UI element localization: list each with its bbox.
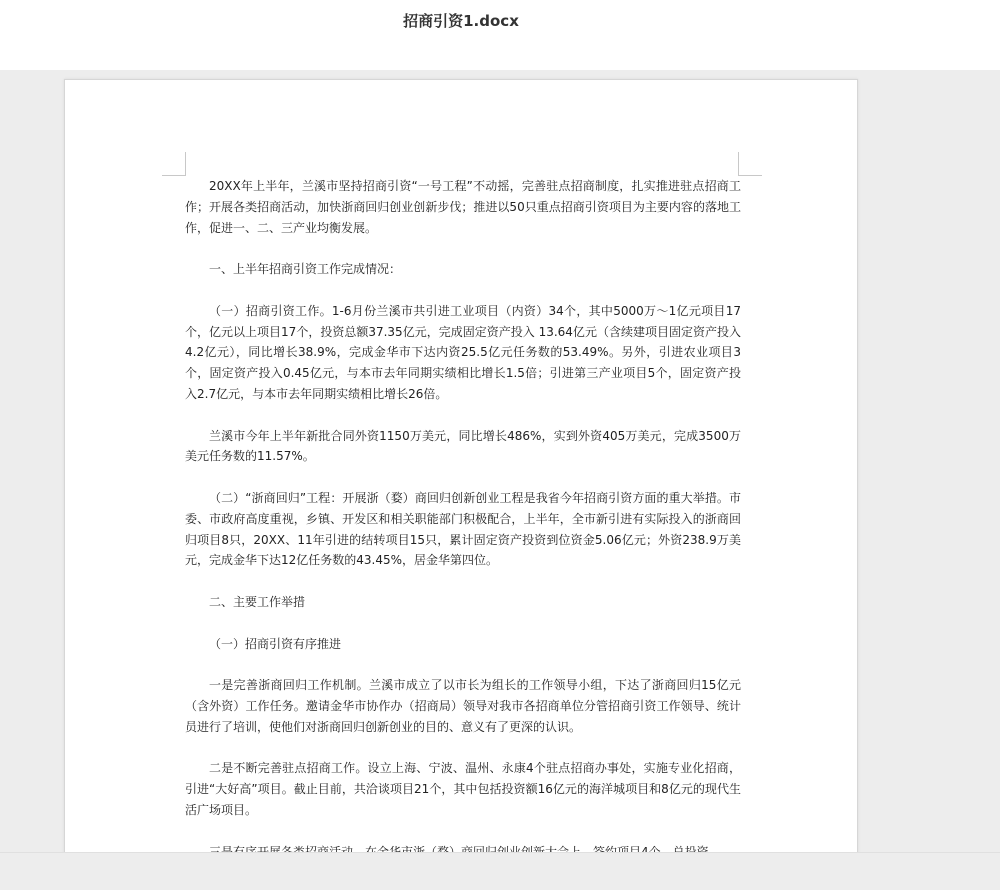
document-page[interactable] xyxy=(64,79,858,879)
heading-section-1: 一、上半年招商引资工作完成情况： xyxy=(209,262,402,277)
paragraph-intro: 20XX年上半年，兰溪市坚持招商引资“一号工程”不动摇，完善驻点招商制度，扎实推进驻点招商工作；开展各类招商活动，加快浙商回归创业创新步伐；推进以50只重点招商引资项目为主要内容的落地工作，促进一、二、三产业均衡发展。 xyxy=(185,179,741,235)
margin-mark-top-right xyxy=(738,152,762,176)
subheading-orderly-progress: （一）招商引资有序推进 xyxy=(209,636,342,651)
paragraph-field-offices: 二是不断完善驻点招商工作。设立上海、宁波、温州、永康4个驻点招商办事处，实施专业化招商，引进“大好高”项目。截止目前，共洽谈项目21个，其中包括投资额16亿元的海洋城项目和8亿元的现代生活广场项目。 xyxy=(185,761,741,817)
paragraph-mechanism: 一是完善浙商回归工作机制。兰溪市成立了以市长为组长的工作领导小组，下达了浙商回归15亿元（含外资）工作任务。邀请金华市协作办（招商局）领导对我市各招商单位分管招商引资工作领导、统计员进行了培训，使他们对浙商回归创新创业的目的、意义有了更深的认识。 xyxy=(185,678,741,734)
bottom-bar xyxy=(0,852,1000,890)
paragraph-investment-work: （一）招商引资工作。1-6月份兰溪市共引进工业项目（内资）34个，其中5000万～1亿元项目17个，亿元以上项目17个，投资总额37.35亿元，完成固定资产投入 13.64亿元（含续建项目固定资产投入4.2亿元），同比增长38.9%，完成金华市下达内资25.5亿元任务数的53.49%。另外，引进农业项目3个，固定资产投入0.45亿元，与本市去年同期实绩相比增长1.5倍；引进第三产业项目5个，固定资产投入2.7亿元，与本市去年同期实绩相比增长26倍。 xyxy=(185,303,741,401)
paragraph-foreign-investment: 兰溪市今年上半年新批合同外资1150万美元，同比增长486%，实到外资405万美元，完成3500万美元任务数的11.57%。 xyxy=(185,428,741,464)
document-title: 招商引资1.docx xyxy=(403,12,519,30)
document-body[interactable] xyxy=(185,176,741,879)
margin-mark-top-left xyxy=(162,152,186,176)
heading-section-2: 二、主要工作举措 xyxy=(209,594,306,609)
paragraph-zheshang-return: （二）“浙商回归”工程：开展浙（婺）商回归创新创业工程是我省今年招商引资方面的重大举措。市委、市政府高度重视，乡镇、开发区和相关职能部门积极配合，上半年，全市新引进有实际投入的浙商回归项目8只，20XX、11年引进的结转项目15只，累计固定资产投资到位资金5.06亿元；外资238.9万美元，完成金华下达12亿任务数的43.45%，居金华第四位。 xyxy=(185,490,741,568)
title-bar xyxy=(0,0,1000,70)
